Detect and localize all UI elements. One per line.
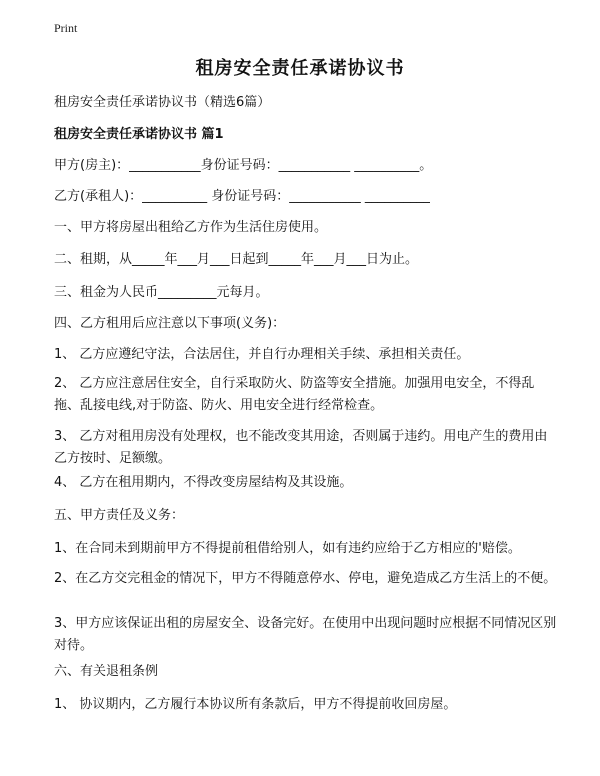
- clause-5: 五、甲方责任及义务：: [54, 508, 185, 523]
- print-label: Print: [54, 21, 78, 35]
- section-heading: 租房安全责任承诺协议书 篇1: [54, 127, 224, 142]
- document-subtitle: 租房安全责任承诺协议书（精选6篇）: [54, 95, 271, 110]
- clause-6-item-1: 1、 协议期内，乙方履行本协议所有条款后，甲方不得提前收回房屋。: [54, 697, 457, 712]
- clause-3: 三、租金为人民币_________元每月。: [54, 285, 269, 300]
- clause-2: 二、租期，从_____年___月___日起到_____年___月___日为止。: [54, 252, 419, 267]
- clause-5-item-3: 3、甲方应该保证出租的房屋安全、设备完好。在使用中出现问题时应根据不同情况区别对待。: [54, 616, 557, 653]
- clause-1: 一、甲方将房屋出租给乙方作为生活住房使用。: [54, 220, 328, 235]
- clause-5-item-2: 2、在乙方交完租金的情况下，甲方不得随意停水、停电，避免造成乙方生活上的不便。: [54, 571, 557, 586]
- party-a-line: 甲方(房主)：___________身份证号码：___________ __________。: [54, 158, 433, 173]
- clause-4-item-2: 2、 乙方应注意居住安全，自行采取防火、防盗等安全措施。加强用电安全，不得乱拖、乱接电线,对于防盗、防火、用电安全进行经常检查。: [54, 376, 535, 413]
- party-b-line: 乙方(承租人)：__________ 身份证号码：___________ __________: [54, 189, 430, 204]
- clause-4: 四、乙方租用后应注意以下事项(义务)：: [54, 316, 286, 331]
- clause-5-item-1: 1、在合同未到期前甲方不得提前租借给别人，如有违约应给于乙方相应的'赔偿。: [54, 541, 521, 556]
- clause-4-item-4: 4、 乙方在租用期内，不得改变房屋结构及其设施。: [54, 475, 353, 490]
- clause-6: 六、有关退租条例: [54, 664, 159, 679]
- clause-4-item-1: 1、 乙方应遵纪守法，合法居住，并自行办理相关手续、承担相关责任。: [54, 347, 470, 362]
- document-title: 租房安全责任承诺协议书: [195, 58, 405, 79]
- clause-4-item-3: 3、 乙方对租用房没有处理权，也不能改变其用途，否则属于违约。用电产生的费用由乙方按时、足额缴。: [54, 429, 548, 466]
